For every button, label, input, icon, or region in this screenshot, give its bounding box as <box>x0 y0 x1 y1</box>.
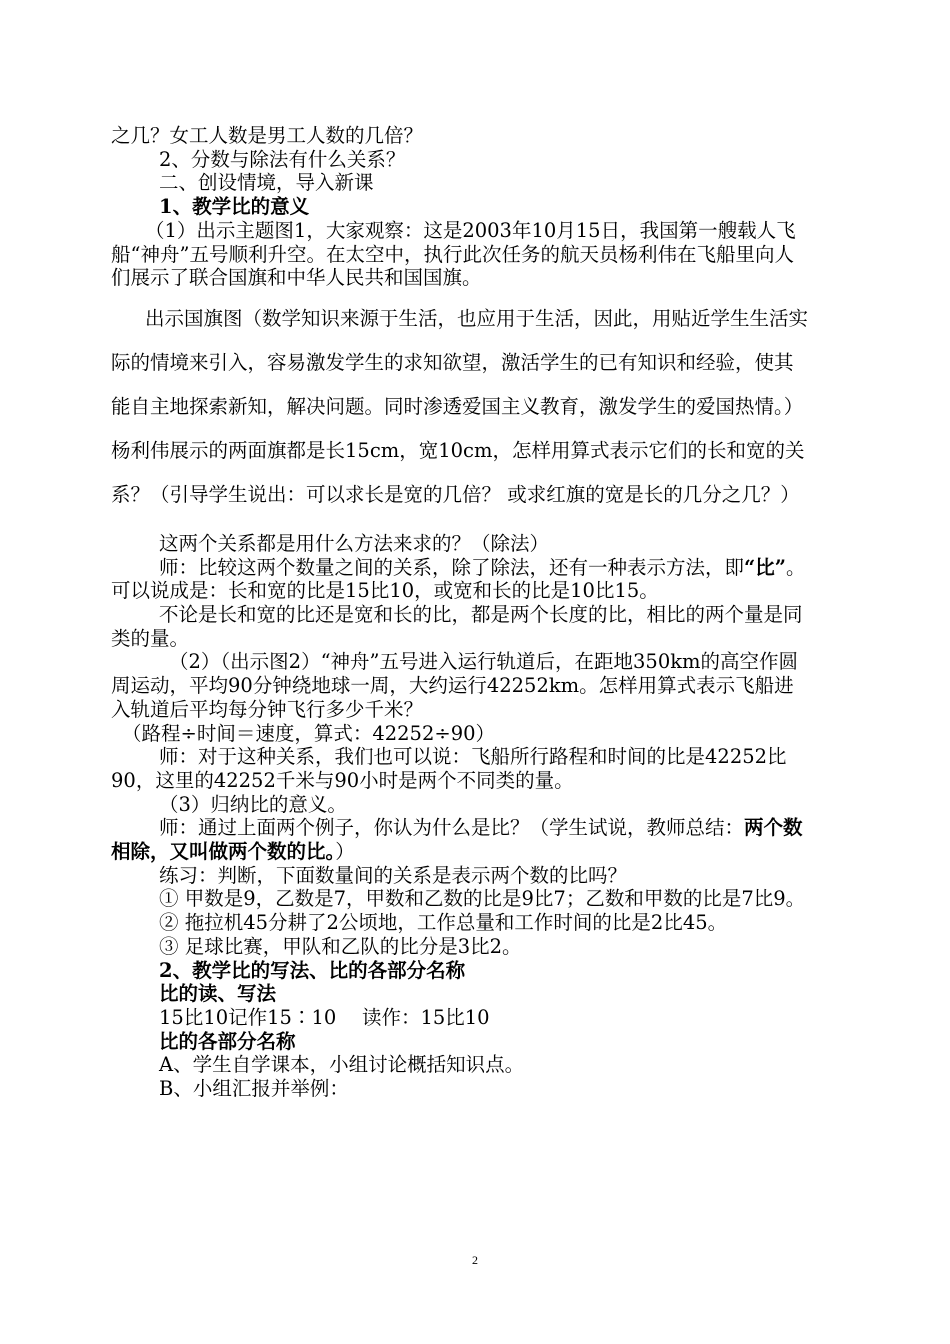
subheading-read-write: 比的读、写法 <box>159 982 277 1006</box>
ratio-term-bold: “比” <box>744 555 786 579</box>
exercise-item-2: ② 拖拉机45分耕了2公顷地，工作总量和工作时间的比是2比45。 <box>159 911 728 935</box>
paragraph-theme-picture-1: （1）出示主题图1，大家观察：这是2003年10月15日，我国第一艘载人飞船“神舟”五号顺利升空。在太空中，执行此次任务的航天员杨利伟在飞船里向人们展示了联合国旗和中华人民共和国国旗。 <box>111 218 796 290</box>
paragraph-formula: （路程÷时间＝速度，算式：42252÷90） <box>122 721 496 745</box>
paragraph-same-kind: 不论是长和宽的比还是宽和长的比，都是两个长度的比，相比的两个量是同类的量。 <box>111 603 803 650</box>
exercise-item-1: ① 甲数是9，乙数是7，甲数和乙数的比是9比7；乙数和甲数的比是7比9。 <box>159 887 806 911</box>
paragraph-teacher-ratio <box>111 556 811 603</box>
paragraph-division-method: 这两个关系都是用什么方法来求的？（除法） <box>159 531 550 555</box>
page-number: 2 <box>472 1253 478 1267</box>
definition-text-2: ） <box>335 840 355 864</box>
teacher-ratio-text-2: 。可以说成是：长和宽的比是15比10，或宽和长的比是10比15。 <box>111 555 806 603</box>
section-heading-2: 二、创设情境，导入新课 <box>159 171 374 195</box>
paragraph-exercise: 练习：判断，下面数量间的关系是表示两个数的比吗？ <box>159 863 628 887</box>
paragraph-teacher-distance: 师：对于这种关系，我们也可以说：飞船所行路程和时间的比是42252比90，这里的42252千米与90小时是两个不同类的量。 <box>111 745 787 792</box>
teacher-ratio-text-1: 师：比较这两个数量之间的关系，除了除法，还有一种表示方法，即 <box>159 555 745 579</box>
paragraph-picture-2: （2）（出示图2）“神舟”五号进入运行轨道后，在距地350km的高空作圆周运动，平均90分钟绕地球一周，大约运行42252km。怎样用算式表示飞船进入轨道后平均每分钟飞行多少千米？ <box>111 650 799 721</box>
paragraph-flag-picture: 出示国旗图（数学知识来源于生活，也应用于生活，因此，用贴近学生生活实际的情境来引入，容易激发学生的求知欲望，激活学生的已有知识和经验，使其能自主地探索新知，解决问题。同时渗透爱国主义教育，激发学生的爱国热情。）杨利伟展示的两面旗都是长15cm，宽10cm，怎样用算式表示它们的长和宽的关系？（引导学生说出：可以求长是宽的几倍？ 或求红旗的宽是长的几分之几？） <box>111 306 809 506</box>
question-2: 2、分数与除法有什么关系？ <box>159 147 406 171</box>
definition-text-1: 师：通过上面两个例子，你认为什么是比？（学生试说，教师总结： <box>159 816 745 840</box>
document-page <box>111 124 811 1101</box>
definition-bold: 两个数相除，又叫做两个数的比。 <box>111 816 803 864</box>
exercise-item-3: ③ 足球比赛，甲队和乙队的比分是3比2。 <box>159 934 522 958</box>
subheading-1: 1、教学比的意义 <box>159 195 310 219</box>
paragraph-notation: 15比10记作15∶10 读作：15比10 <box>159 1005 490 1029</box>
subheading-parts: 比的各部分名称 <box>159 1029 296 1053</box>
paragraph-self-study: A、学生自学课本，小组讨论概括知识点。 <box>159 1053 525 1077</box>
subheading-2: 2、教学比的写法、比的各部分名称 <box>159 958 466 982</box>
paragraph-group-report: B、小组汇报并举例： <box>159 1077 349 1101</box>
paragraph-continuation: 之几？女工人数是男工人数的几倍？ <box>111 124 424 147</box>
paragraph-summarize: （3）归纳比的意义。 <box>159 792 347 816</box>
paragraph-definition <box>111 816 811 863</box>
